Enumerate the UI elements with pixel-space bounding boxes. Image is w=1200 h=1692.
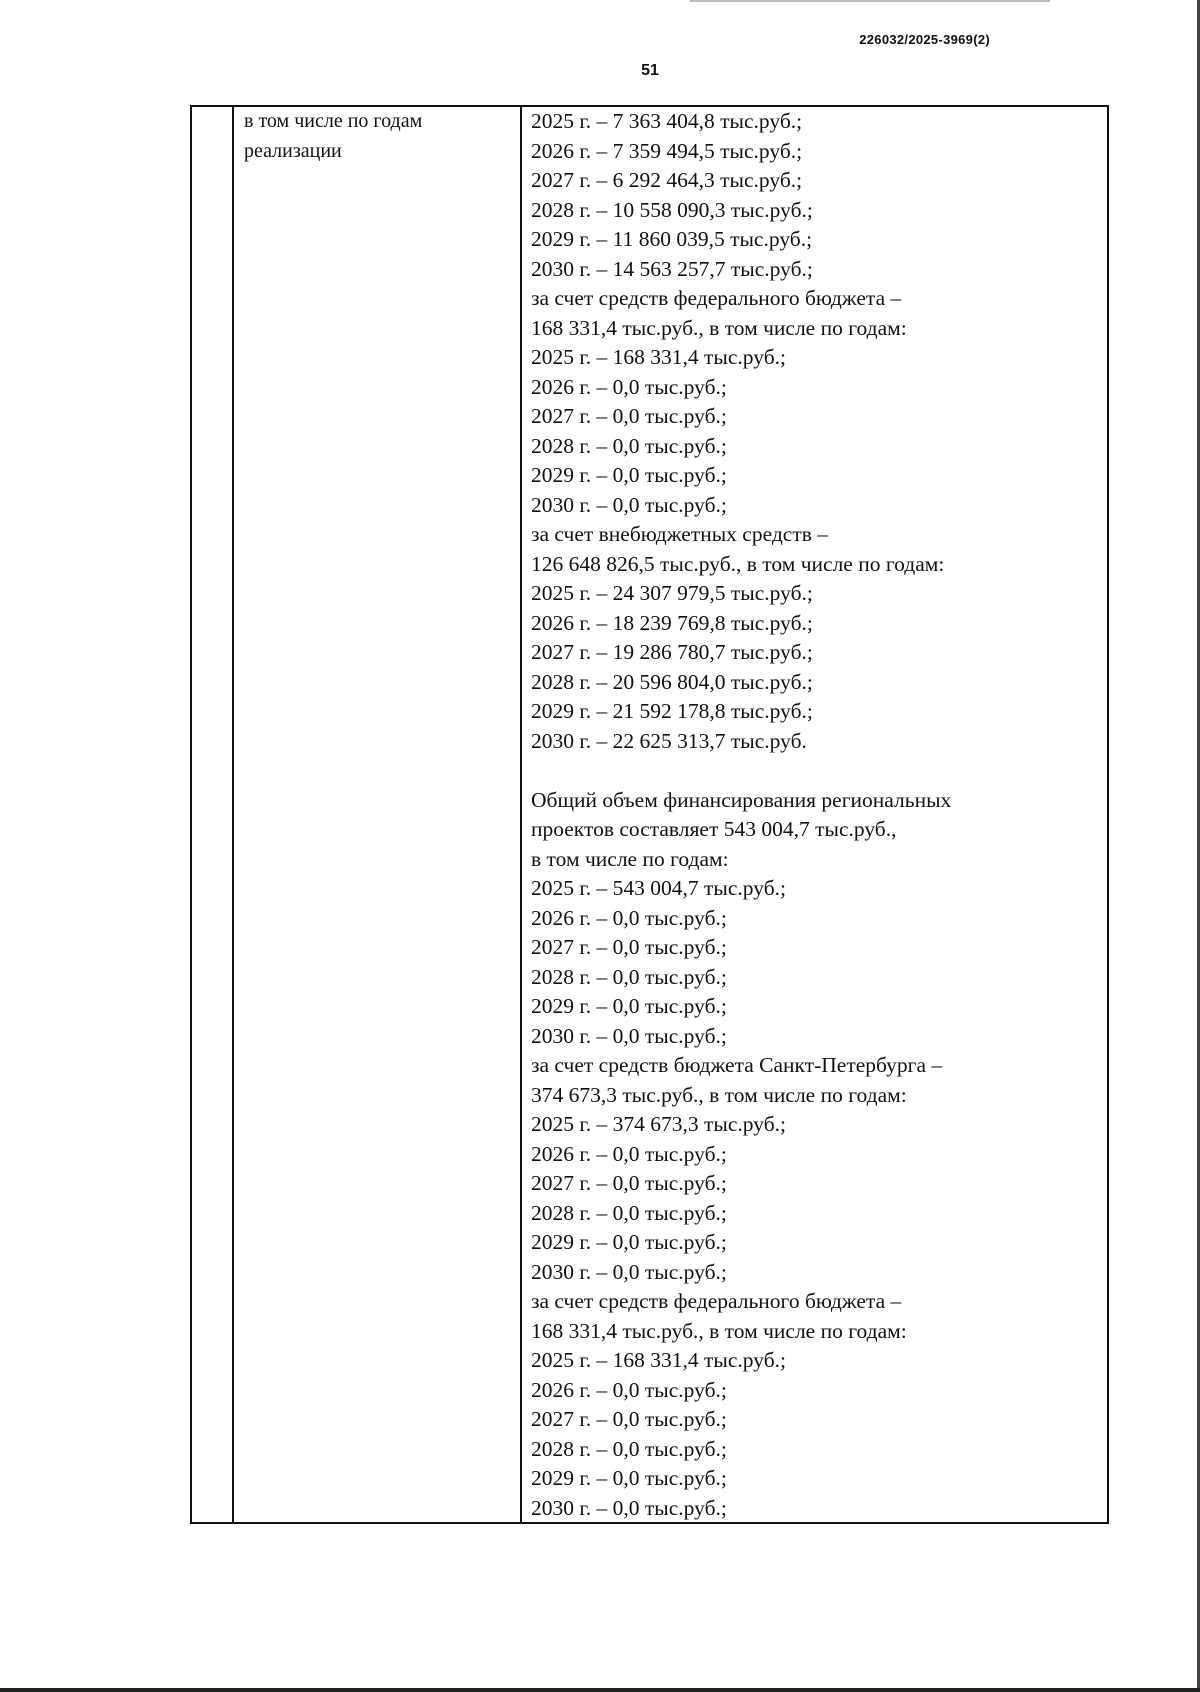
financing-line: 2027 г. – 0,0 тыс.руб.;	[531, 404, 727, 428]
financing-line: 374 673,3 тыс.руб., в том числе по годам:	[531, 1082, 907, 1107]
financing-line: 2028 г. – 0,0 тыс.руб.;	[531, 1436, 727, 1461]
table-column-divider-1	[232, 107, 234, 1522]
financing-line: 2025 г. – 374 673,3 тыс.руб.;	[531, 1112, 786, 1136]
financing-line: в том числе по годам:	[531, 846, 729, 871]
scan-artifact-bottom	[0, 1688, 1200, 1692]
financing-line: 168 331,4 тыс.руб., в том числе по годам:	[531, 1318, 907, 1343]
financing-line: за счет средств федерального бюджета –	[531, 286, 902, 310]
financing-line: 126 648 826,5 тыс.руб., в том числе по годам:	[531, 551, 945, 576]
financing-line: 2030 г. – 0,0 тыс.руб.;	[531, 1495, 727, 1520]
financing-line: 2027 г. – 0,0 тыс.руб.;	[531, 935, 727, 959]
scan-artifact-top	[690, 0, 1050, 2]
financing-line: 2025 г. – 168 331,4 тыс.руб.;	[531, 1348, 786, 1372]
financing-line: 2030 г. – 0,0 тыс.руб.;	[531, 1023, 727, 1048]
financing-line: 2028 г. – 0,0 тыс.руб.;	[531, 964, 727, 989]
financing-line: 2030 г. – 0,0 тыс.руб.;	[531, 1259, 727, 1284]
financing-line: 2029 г. – 0,0 тыс.руб.;	[531, 994, 727, 1018]
financing-line: проектов составляет 543 004,7 тыс.руб.,	[531, 817, 897, 841]
paragraph-gap	[531, 756, 1101, 786]
financing-line: 2028 г. – 0,0 тыс.руб.;	[531, 1200, 727, 1225]
financing-line: 2026 г. – 18 239 769,8 тыс.руб.;	[531, 610, 813, 635]
financing-line: 2026 г. – 7 359 494,5 тыс.руб.;	[531, 138, 803, 163]
financing-line: 2027 г. – 19 286 780,7 тыс.руб.;	[531, 640, 813, 664]
financing-line: 2025 г. – 168 331,4 тыс.руб.;	[531, 345, 786, 369]
financing-breakdown-regional-projects	[531, 786, 1101, 1524]
page-number: 51	[641, 62, 659, 79]
row-label-line: реализации	[244, 139, 342, 162]
financing-line: 2025 г. – 7 363 404,8 тыс.руб.;	[531, 109, 803, 133]
row-content-cell	[531, 107, 1101, 1523]
financing-line: 168 331,4 тыс.руб., в том числе по годам:	[531, 315, 907, 340]
financing-line: 2030 г. – 22 625 313,7 тыс.руб.	[531, 728, 807, 753]
financing-line: 2029 г. – 21 592 178,8 тыс.руб.;	[531, 699, 813, 723]
financing-line: 2028 г. – 0,0 тыс.руб.;	[531, 433, 727, 458]
row-label-cell	[244, 107, 514, 166]
financing-line: 2029 г. – 0,0 тыс.руб.;	[531, 1230, 727, 1254]
financing-line: 2029 г. – 11 860 039,5 тыс.руб.;	[531, 227, 813, 251]
financing-line: за счет средств бюджета Санкт-Петербурга –	[531, 1053, 943, 1077]
table-column-divider-2	[520, 107, 522, 1522]
row-label-line: в том числе по годам	[244, 110, 423, 132]
financing-line: 2026 г. – 0,0 тыс.руб.;	[531, 905, 727, 930]
financing-line: 2026 г. – 0,0 тыс.руб.;	[531, 374, 727, 399]
financing-line: 2028 г. – 20 596 804,0 тыс.руб.;	[531, 669, 813, 694]
financing-line: 2026 г. – 0,0 тыс.руб.;	[531, 1141, 727, 1166]
financing-line: 2030 г. – 14 563 257,7 тыс.руб.;	[531, 256, 813, 281]
financing-line: 2027 г. – 0,0 тыс.руб.;	[531, 1407, 727, 1431]
financing-line: 2030 г. – 0,0 тыс.руб.;	[531, 492, 727, 517]
financing-line: 2027 г. – 6 292 464,3 тыс.руб.;	[531, 168, 803, 192]
financing-line: 2029 г. – 0,0 тыс.руб.;	[531, 463, 727, 487]
financing-line: за счет средств федерального бюджета –	[531, 1289, 902, 1313]
document-registration-number: 226032/2025-3969(2)	[859, 32, 990, 47]
financing-breakdown-total	[531, 107, 1101, 756]
financing-line: 2028 г. – 10 558 090,3 тыс.руб.;	[531, 197, 813, 222]
financing-line: 2029 г. – 0,0 тыс.руб.;	[531, 1466, 727, 1490]
financing-line: за счет внебюджетных средств –	[531, 522, 828, 546]
financing-line: Общий объем финансирования региональных	[531, 787, 952, 812]
financing-table	[190, 105, 1109, 1524]
financing-line: 2025 г. – 24 307 979,5 тыс.руб.;	[531, 581, 813, 605]
financing-line: 2027 г. – 0,0 тыс.руб.;	[531, 1171, 727, 1195]
financing-line: 2025 г. – 543 004,7 тыс.руб.;	[531, 876, 786, 900]
financing-line: 2026 г. – 0,0 тыс.руб.;	[531, 1377, 727, 1402]
